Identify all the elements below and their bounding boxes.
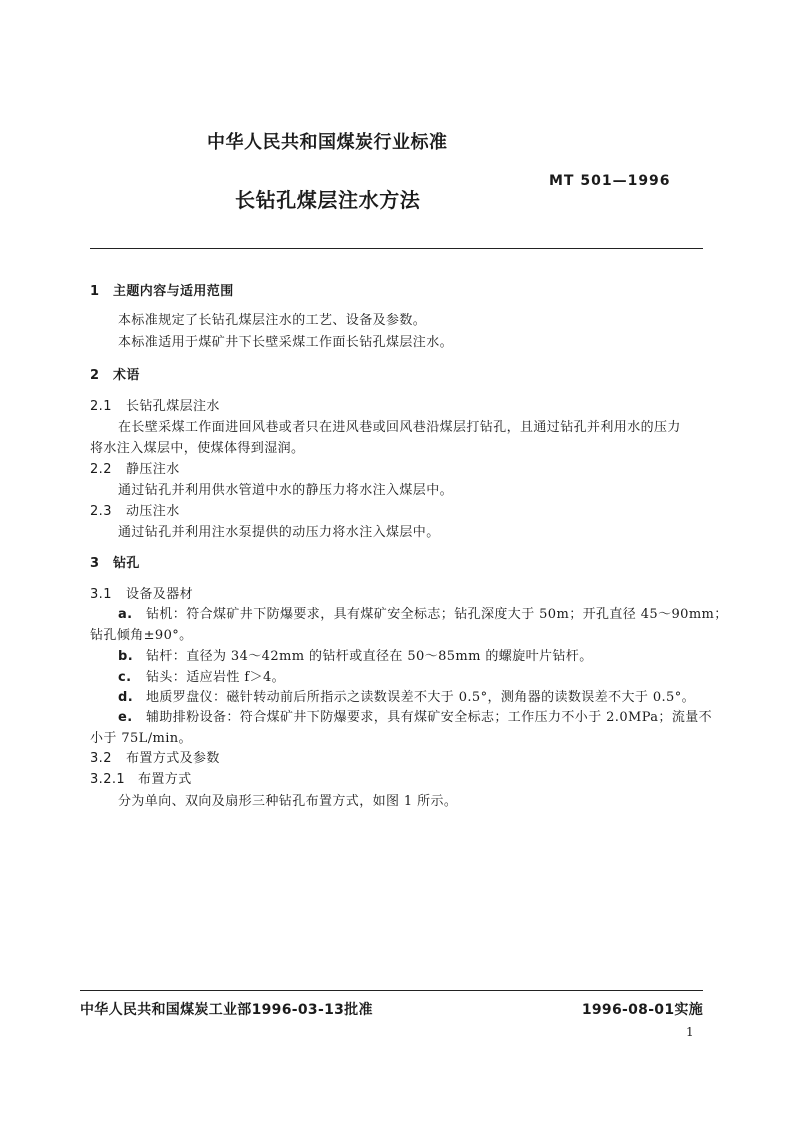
document-title: 长钻孔煤层注水方法 bbox=[235, 188, 421, 212]
subsection-3-2-1-number: 3.2.1 bbox=[90, 772, 126, 787]
term-2-3-title: 动压注水 bbox=[126, 504, 180, 519]
section-3-heading: 钻孔 bbox=[113, 556, 140, 571]
footer-divider bbox=[80, 990, 703, 991]
term-2-2-definition-line: 通过钻孔并利用供水管道中水的静压力将水注入煤层中。 bbox=[118, 483, 454, 498]
section-2-number: 2 bbox=[90, 368, 100, 383]
approval-note: 中华人民共和国煤炭工业部1996-03-13批准 bbox=[80, 1002, 373, 1018]
section-1-paragraph: 本标准适用于煤矿井下长壁采煤工作面长钻孔煤层注水。 bbox=[118, 335, 454, 350]
subsection-3-2-1-heading: 布置方式 bbox=[138, 772, 192, 787]
subsection-3-1-heading: 设备及器材 bbox=[126, 587, 194, 602]
list-item-label: b. bbox=[118, 649, 134, 664]
term-2-1-number: 2.1 bbox=[90, 399, 112, 414]
list-item-text: 钻孔倾角±90°。 bbox=[90, 628, 193, 643]
section-2-heading: 术语 bbox=[113, 368, 140, 383]
list-item-text: 钻杆：直径为 34～42mm 的钻杆或直径在 50～85mm 的螺旋叶片钻杆。 bbox=[146, 649, 593, 664]
list-item-label: c. bbox=[118, 670, 132, 685]
term-2-2-title: 静压注水 bbox=[126, 462, 180, 477]
list-item-text: 小于 75L/min。 bbox=[90, 731, 192, 746]
subsection-3-1-number: 3.1 bbox=[90, 587, 112, 602]
list-item-text: 钻机：符合煤矿井下防爆要求，具有煤矿安全标志；钻孔深度大于 50m；开孔直径 45～90mm； bbox=[146, 607, 728, 622]
subsection-3-2-1-text: 分为单向、双向及扇形三种钻孔布置方式，如图 1 所示。 bbox=[118, 794, 458, 809]
list-item-text: 辅助排粉设备：符合煤矿井下防爆要求，具有煤矿安全标志；工作压力不小于 2.0MPa；流量不 bbox=[146, 710, 713, 725]
list-item-label: a. bbox=[118, 607, 133, 622]
term-2-1-title: 长钻孔煤层注水 bbox=[126, 399, 220, 414]
term-2-1-definition-line: 将水注入煤层中，使煤体得到湿润。 bbox=[90, 441, 305, 456]
issuer-heading: 中华人民共和国煤炭行业标准 bbox=[207, 132, 448, 153]
term-2-1-definition-line: 在长壁采煤工作面进回风巷或者只在进风巷或回风巷沿煤层打钻孔，且通过钻孔并利用水的压力 bbox=[118, 420, 681, 435]
header-divider bbox=[90, 248, 703, 249]
term-2-2-number: 2.2 bbox=[90, 462, 112, 477]
list-item-text: 地质罗盘仪：磁针转动前后所指示之读数误差不大于 0.5°，测角器的读数误差不大于 0.5°。 bbox=[146, 690, 696, 705]
term-2-3-number: 2.3 bbox=[90, 504, 112, 519]
section-3-number: 3 bbox=[90, 556, 100, 571]
section-1-heading: 主题内容与适用范围 bbox=[113, 284, 234, 299]
term-2-3-definition-line: 通过钻孔并利用注水泵提供的动压力将水注入煤层中。 bbox=[118, 525, 440, 540]
standard-code: MT 501—1996 bbox=[549, 173, 671, 189]
effective-date: 1996-08-01实施 bbox=[581, 1002, 703, 1018]
list-item-label: d. bbox=[118, 690, 134, 705]
section-1-paragraph: 本标准规定了长钻孔煤层注水的工艺、设备及参数。 bbox=[118, 313, 427, 328]
list-item-label: e. bbox=[118, 710, 133, 725]
subsection-3-2-number: 3.2 bbox=[90, 751, 112, 766]
subsection-3-2-heading: 布置方式及参数 bbox=[126, 751, 220, 766]
page-number: 1 bbox=[686, 1025, 695, 1039]
section-1-number: 1 bbox=[90, 284, 100, 299]
list-item-text: 钻头：适应岩性 f＞4。 bbox=[146, 670, 286, 685]
